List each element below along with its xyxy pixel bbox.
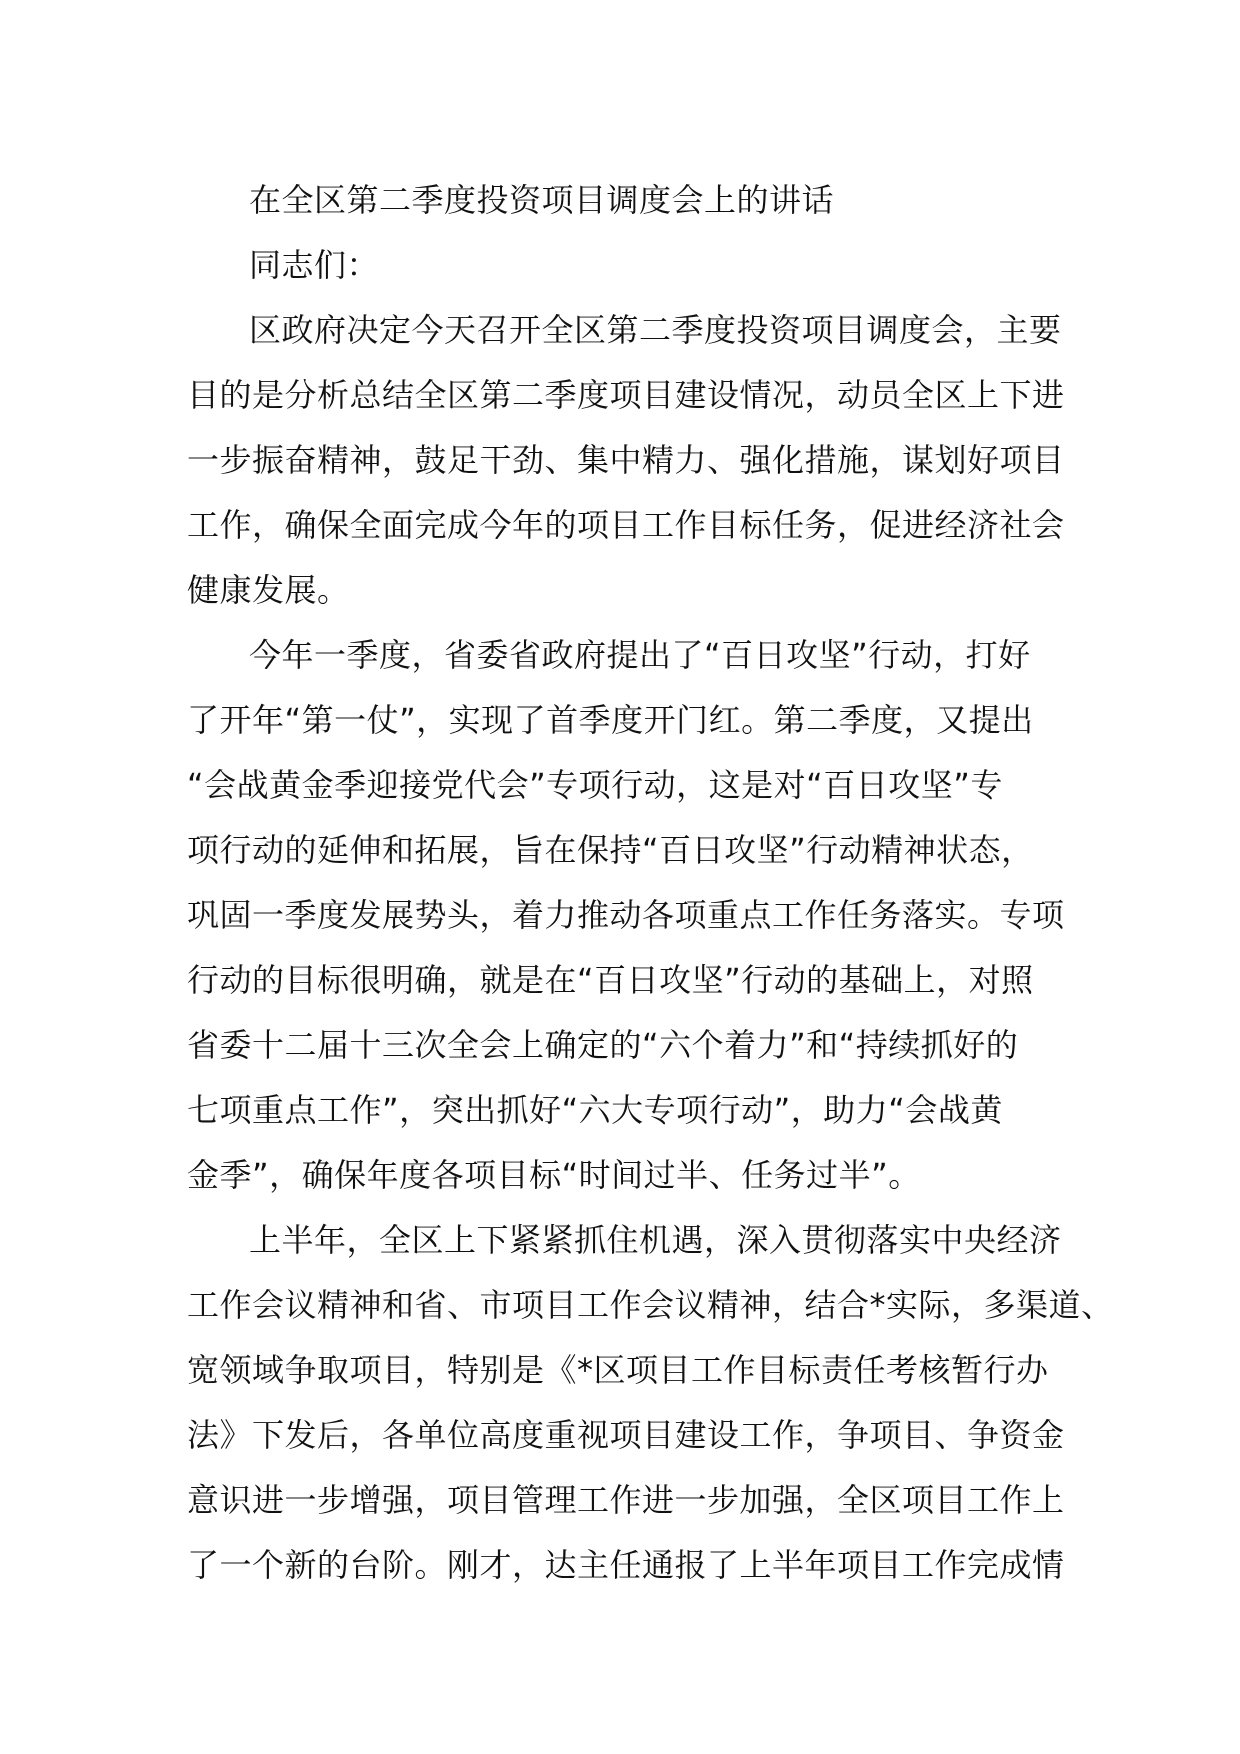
salutation: 同志们： xyxy=(249,246,380,284)
text-line: 健康发展。 xyxy=(187,571,350,609)
text-line: 目的是分析总结全区第二季度项目建设情况，动员全区上下进 xyxy=(187,376,1065,414)
text-line: “会战黄金季迎接党代会”专项行动，这是对“百日攻坚”专 xyxy=(187,766,1003,804)
text-line: 工作，确保全面完成今年的项目工作目标任务，促进经济社会 xyxy=(187,506,1065,544)
text-line: 宽领域争取项目，特别是《*区项目工作目标责任考核暂行办 xyxy=(187,1351,1049,1389)
text-line: 行动的目标很明确，就是在“百日攻坚”行动的基础上，对照 xyxy=(187,961,1034,999)
text-line: 项行动的延伸和拓展，旨在保持“百日攻坚”行动精神状态， xyxy=(187,831,1034,869)
text-line: 区政府决定今天召开全区第二季度投资项目调度会，主要 xyxy=(249,311,1062,349)
text-line: 七项重点工作”，突出抓好“六大专项行动”，助力“会战黄 xyxy=(187,1091,1003,1129)
text-line: 上半年，全区上下紧紧抓住机遇，深入贯彻落实中央经济 xyxy=(249,1221,1062,1259)
text-line: 今年一季度，省委省政府提出了“百日攻坚”行动，打好 xyxy=(249,636,1031,674)
paragraph-2 xyxy=(187,623,1067,1208)
text-line: 工作会议精神和省、市项目工作会议精神，结合*实际，多渠道、 xyxy=(187,1286,1114,1324)
text-line: 法》下发后，各单位高度重视项目建设工作，争项目、争资金 xyxy=(187,1416,1065,1454)
text-line: 意识进一步增强，项目管理工作进一步加强，全区项目工作上 xyxy=(187,1481,1065,1519)
text-line: 省委十二届十三次全会上确定的“六个着力”和“持续抓好的 xyxy=(187,1026,1019,1064)
text-line: 一步振奋精神，鼓足干劲、集中精力、强化措施，谋划好项目 xyxy=(187,441,1065,479)
document-body xyxy=(187,168,1114,1598)
document-title: 在全区第二季度投资项目调度会上的讲话 xyxy=(249,181,835,219)
text-line: 了一个新的台阶。刚才，达主任通报了上半年项目工作完成情 xyxy=(187,1546,1065,1584)
text-line: 了开年“第一仗”，实现了首季度开门红。第二季度，又提出 xyxy=(187,701,1034,739)
text-line: 金季”，确保年度各项目标“时间过半、任务过半”。 xyxy=(187,1156,921,1194)
paragraph-1 xyxy=(187,298,1067,623)
text-line: 巩固一季度发展势头，着力推动各项重点工作任务落实。专项 xyxy=(187,896,1065,934)
paragraph-3 xyxy=(187,1208,1114,1598)
